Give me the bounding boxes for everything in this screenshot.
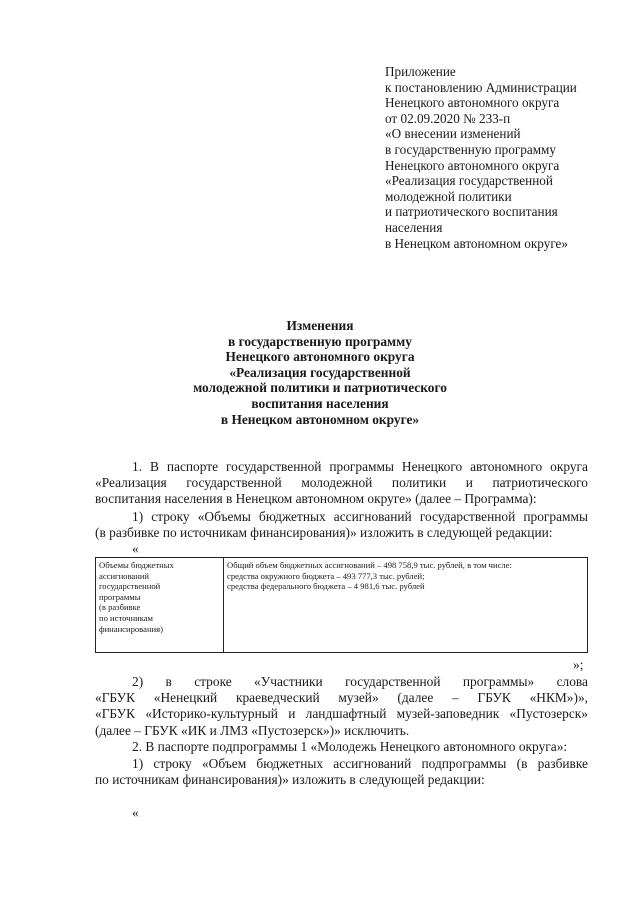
paragraph-2 — [95, 739, 588, 755]
table-row — [96, 558, 588, 653]
cell-line: (в разбивке — [99, 602, 141, 613]
appendix-line: Ненецкого автономного округа — [385, 157, 560, 173]
title-line: в Ненецком автономном округе» — [220, 411, 420, 427]
cell-line: программы — [99, 591, 141, 602]
paragraph-line: «ГБУК «Ненецкий краеведческий музей» (далее – ГБУК «НКМ»)», — [95, 690, 588, 706]
closing-quote: »; — [573, 657, 584, 672]
cell-line: средства окружного бюджета – 493 777,3 тыс. рублей; — [227, 570, 425, 581]
appendix-line: к постановлению Администрации — [385, 79, 577, 95]
appendix-line: «Реализация государственной — [385, 173, 553, 189]
appendix-line: в Ненецком автономном округе» — [385, 235, 569, 251]
document-title — [160, 318, 480, 427]
cell-line: по источникам — [99, 612, 153, 623]
title-line: молодежной политики и патриотического — [193, 380, 447, 396]
cell-line: Общий объем бюджетных ассигнований – 498 758,9 тыс. рублей, в том числе: — [227, 560, 512, 570]
paragraph-line: 1. В паспорте государственной программы Ненецкого автономного округа — [132, 459, 588, 474]
appendix-line: от 02.09.2020 № 233-п — [385, 110, 511, 126]
paragraph-line: 1) строку «Объемы бюджетных ассигнований государственной программы — [132, 509, 588, 524]
paragraph-line: 2. В паспорте подпрограммы 1 «Молодежь Ненецкого автономного округа»: — [132, 739, 568, 754]
paragraph-line: по источникам финансирования)» изложить в следующей редакции: — [95, 772, 485, 788]
paragraph-line: 1) строку «Объем бюджетных ассигнований подпрограммы (в разбивке — [132, 756, 588, 771]
table-cell-value — [224, 558, 588, 653]
paragraph-line: «Реализация государственной молодежной политики и патриотического — [95, 475, 588, 491]
opening-quote: « — [132, 541, 139, 556]
paragraph-1-2 — [95, 674, 588, 739]
appendix-line: в государственную программу — [385, 141, 556, 157]
title-line: воспитания населения — [251, 395, 389, 411]
opening-quote: « — [132, 805, 139, 820]
cell-line: Объемы бюджетных — [99, 560, 174, 570]
appendix-line: и патриотического воспитания — [385, 204, 558, 220]
table-cell-label — [96, 558, 224, 653]
cell-line: ассигнований — [99, 570, 150, 581]
title-line: «Реализация государственной — [229, 364, 411, 380]
cell-line: государственной — [99, 581, 161, 592]
paragraph-line: воспитания населения в Ненецком автономном округе» (далее – Программа): — [95, 491, 537, 507]
paragraph-1-1 — [95, 509, 588, 541]
appendix-line: молодежной политики — [385, 188, 512, 204]
appendix-line: населения — [385, 219, 443, 235]
appendix-line: «О внесении изменений — [385, 126, 521, 142]
cell-line: финансирования) — [99, 623, 163, 634]
appendix-line: Ненецкого автономного округа — [385, 95, 560, 111]
paragraph-1 — [95, 459, 588, 508]
appendix-line: Приложение — [385, 64, 456, 79]
paragraph-line: (в разбивке по источникам финансирования)» изложить в следующей редакции: — [95, 525, 553, 541]
paragraph-2-1 — [95, 756, 588, 788]
paragraph-line: 2) в строке «Участники государственной программы» слова — [132, 674, 588, 689]
title-line: в государственную программу — [228, 333, 412, 349]
appendix-header — [385, 64, 625, 251]
cell-line: средства федерального бюджета – 4 981,6 тыс. рублей — [227, 581, 425, 592]
budget-table — [95, 557, 588, 653]
title-line: Изменения — [286, 318, 354, 333]
title-line: Ненецкого автономного округа — [225, 349, 415, 365]
paragraph-line: «ГБУК «Историко-культурный и ландшафтный музей-заповедник «Пустозерск» — [95, 706, 588, 722]
paragraph-line: (далее – ГБУК «ИК и ЛМЗ «Пустозерск»)» исключить. — [95, 722, 410, 738]
